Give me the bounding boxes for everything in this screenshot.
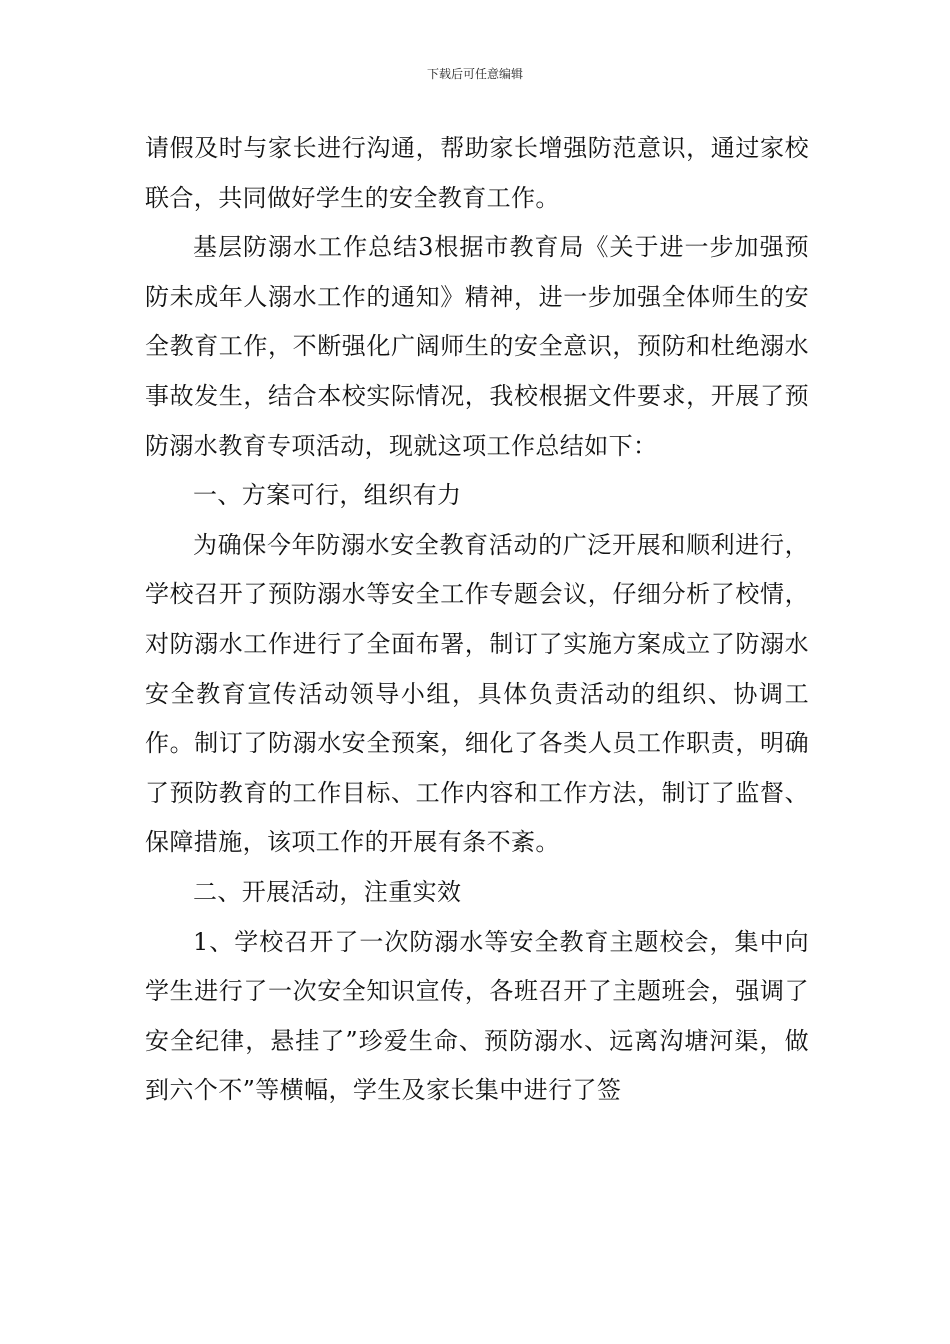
- paragraph-activity-1: 1、学校召开了一次防溺水等安全教育主题校会，集中向学生进行了一次安全知识宣传，各班召开了主题班会，强调了安全纪律，悬挂了”珍爱生命、预防溺水、远离沟塘河渠，做到六个不”等横幅，学生及家长集中进行了签: [145, 927, 809, 1105]
- paragraph-continuation: 请假及时与家长进行沟通，帮助家长增强防范意识，通过家校联合，共同做好学生的安全教育工作。: [145, 134, 809, 212]
- paragraph-summary-intro: 基层防溺水工作总结3根据市教育局《关于进一步加强预防未成年人溺水工作的通知》精神，进一步加强全体师生的安全教育工作，不断强化广阔师生的安全意识，预防和杜绝溺水事故发生，结合本校实际情况，我校根据文件要求，开展了预防溺水教育专项活动，现就这项工作总结如下：: [145, 233, 809, 460]
- section-heading-plan: 一、方案可行，组织有力: [193, 481, 462, 510]
- page-header: 下载后可任意编辑: [426, 67, 523, 81]
- document-body: [145, 124, 809, 1116]
- paragraph-plan-details: 为确保今年防溺水安全教育活动的广泛开展和顺利进行，学校召开了预防溺水等安全工作专题会议，仔细分析了校情，对防溺水工作进行了全面布署，制订了实施方案成立了防溺水安全教育宣传活动领导小组，具体负责活动的组织、协调工作。制订了防溺水安全预案，细化了各类人员工作职责，明确了预防教育的工作目标、工作内容和工作方法，制订了监督、保障措施，该项工作的开展有条不紊。: [145, 530, 809, 857]
- section-heading-activities: 二、开展活动，注重实效: [193, 877, 462, 906]
